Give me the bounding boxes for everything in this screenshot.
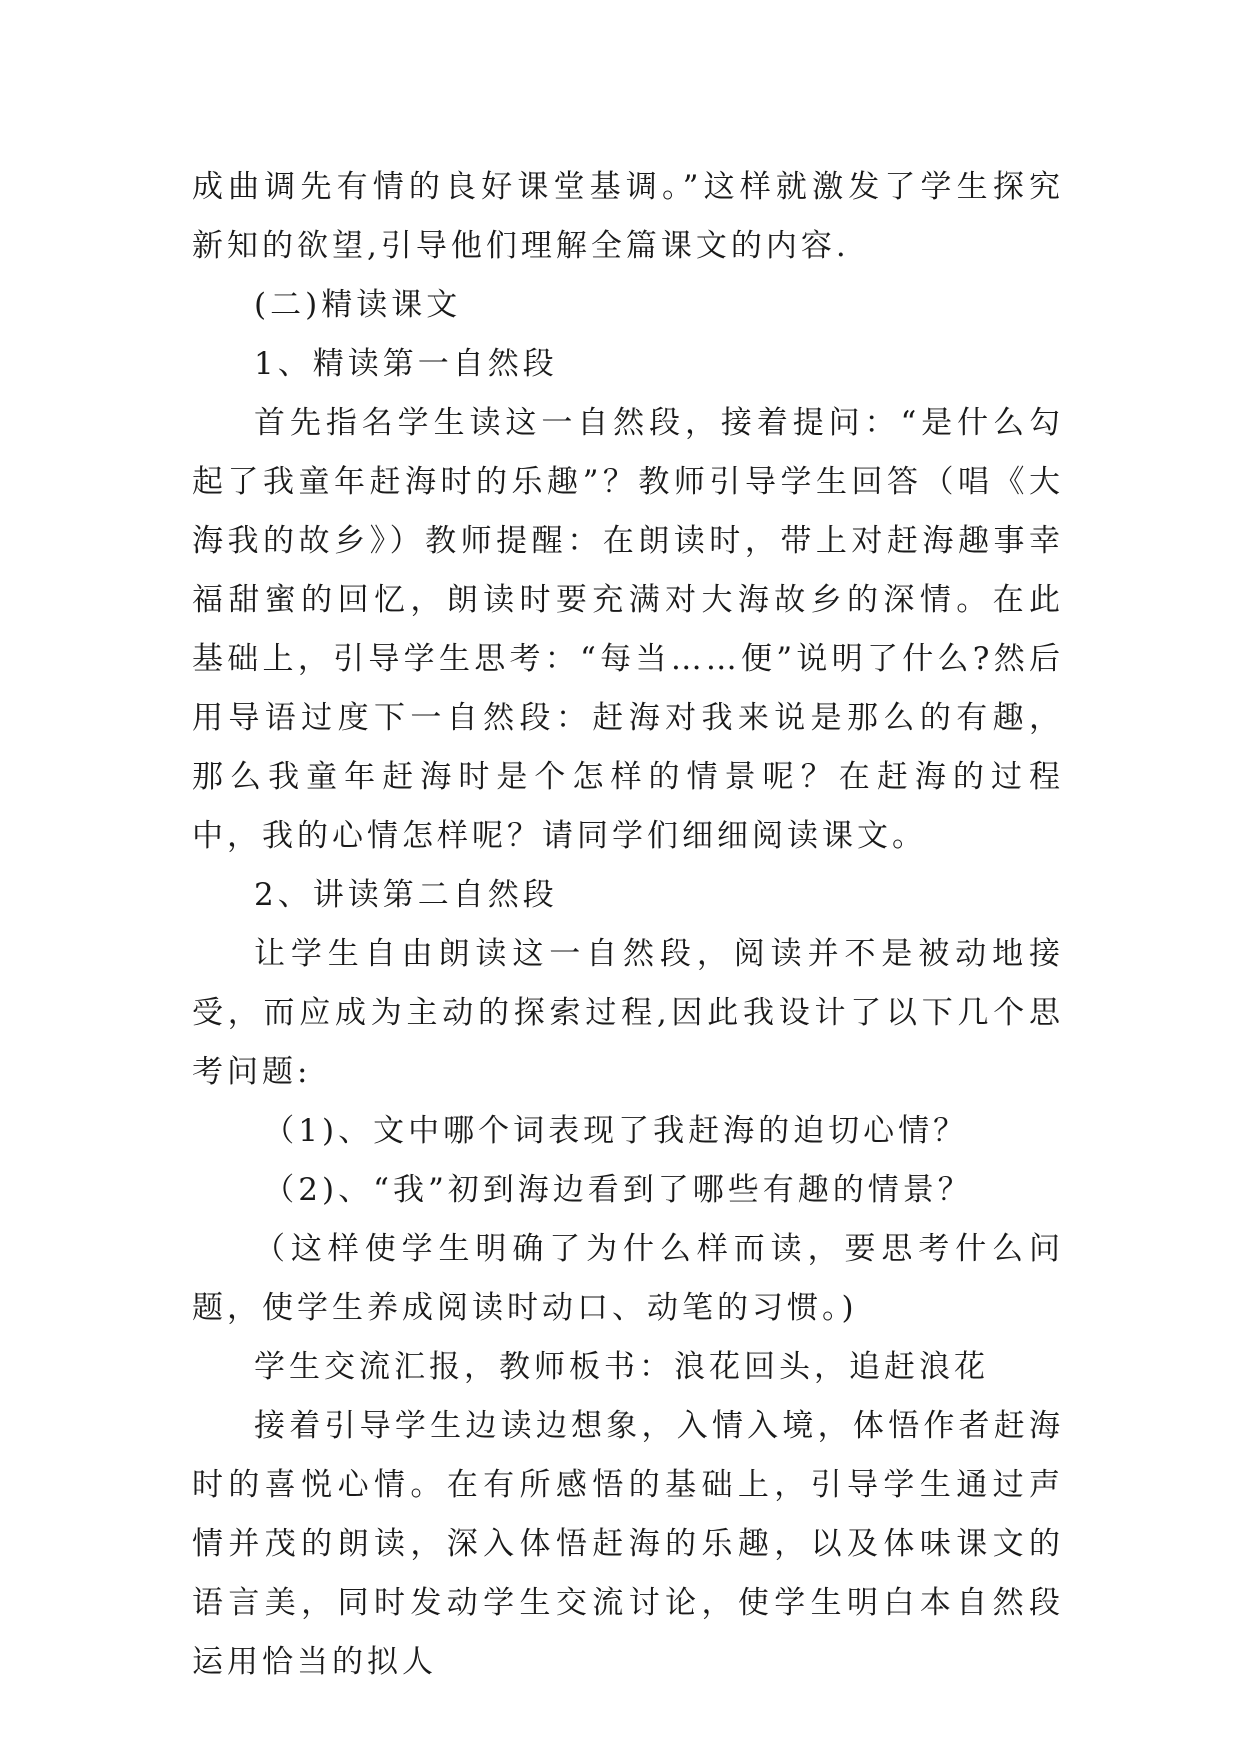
paragraph: 让学生自由朗读这一自然段，阅读并不是被动地接受，而应成为主动的探索过程,因此我设计了以下几个思考问题:: [192, 936, 1064, 1090]
paragraph: 接着引导学生边读边想象，入情入境，体悟作者赶海时的喜悦心情。在有所感悟的基础上，引导学生通过声情并茂的朗读，深入体悟赶海的乐趣，以及体味课文的语言美，同时发动学生交流讨论，使学生明白本自然段运用恰当的拟人: [192, 1408, 1064, 1680]
subsection-heading: 2、讲读第二自然段: [254, 877, 558, 913]
paragraph-continued: 成曲调先有情的良好课堂基调。”这样就激发了学生探究新知的欲望,引导他们理解全篇课文的内容.: [192, 169, 1064, 264]
paragraph: 学生交流汇报，教师板书：浪花回头，追赶浪花: [254, 1349, 989, 1385]
paragraph: （这样使学生明确了为什么样而读，要思考什么问题，使学生养成阅读时动口、动笔的习惯。): [192, 1231, 1064, 1326]
question-item: （1)、文中哪个词表现了我赶海的迫切心情？: [263, 1113, 969, 1149]
document-body: [192, 158, 1064, 1692]
paragraph: 首先指名学生读这一自然段，接着提问：“是什么勾起了我童年赶海时的乐趣”？教师引导学生回答（唱《大海我的故乡》）教师提醒：在朗读时，带上对赶海趣事幸福甜蜜的回忆，朗读时要充满对大海故乡的深情。在此基础上，引导学生思考：“每当……便”说明了什么?然后用导语过度下一自然段：赶海对我来说是那么的有趣，那么我童年赶海时是个怎样的情景呢？在赶海的过程中，我的心情怎样呢？请同学们细细阅读课文。: [192, 405, 1064, 854]
subsection-heading: 1、精读第一自然段: [254, 346, 558, 382]
section-heading: (二)精读课文: [254, 287, 462, 323]
question-item: （2)、“我”初到海边看到了哪些有趣的情景？: [263, 1172, 973, 1208]
